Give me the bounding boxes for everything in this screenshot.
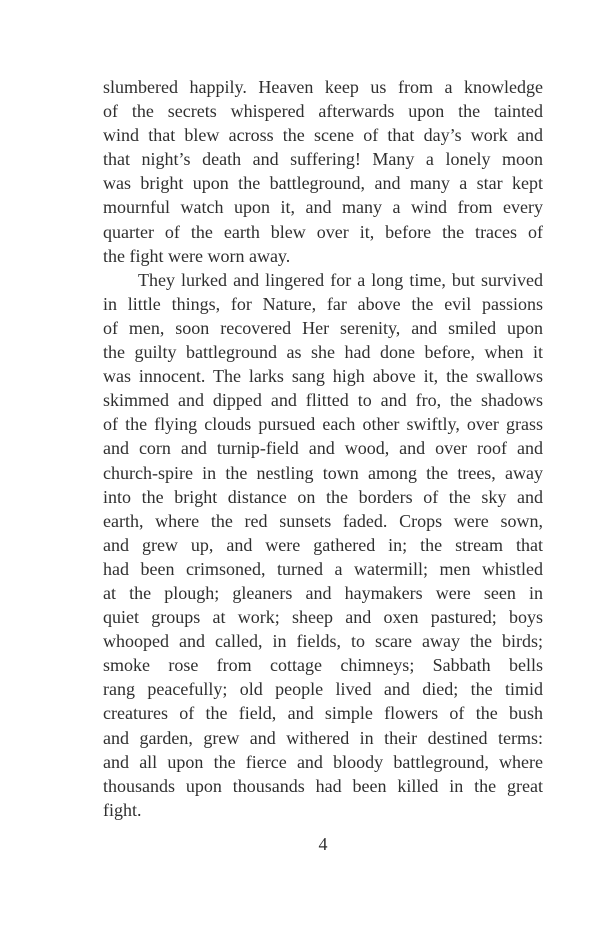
text-line: wind that blew across the scene of that day’s work and — [103, 125, 543, 146]
text-line: the guilty battleground as she had done before, when it — [103, 342, 543, 363]
text-line: smoke rose from cottage chimneys; Sabbath bells — [103, 655, 543, 676]
text-line: that night’s death and suffering! Many a lonely moon — [103, 149, 543, 170]
text-line: into the bright distance on the borders of the sky and — [103, 486, 543, 507]
text-line: and garden, grew and withered in their destined terms: — [103, 727, 543, 748]
text-line: of the secrets whispered afterwards upon the tainted — [103, 101, 543, 122]
text-line: whooped and called, in fields, to scare away the birds; — [103, 631, 543, 652]
text-line: rang peacefully; old people lived and died; the timid — [103, 679, 543, 700]
page-number: 4 — [318, 834, 328, 854]
text-line: of the flying clouds pursued each other swiftly, over grass — [103, 414, 543, 435]
text-line: quarter of the earth blew over it, before the traces of — [103, 221, 543, 242]
text-line: mournful watch upon it, and many a wind from every — [103, 197, 543, 218]
text-line: was bright upon the battleground, and many a star kept — [103, 173, 543, 194]
text-line: fight. — [103, 799, 142, 820]
paragraph — [103, 268, 543, 822]
text-line: and grew up, and were gathered in; the stream that — [103, 534, 543, 555]
text-line: at the plough; gleaners and haymakers were seen in — [103, 582, 543, 603]
text-line: had been crimsoned, turned a watermill; men whistled — [103, 558, 543, 579]
text-line: earth, where the red sunsets faded. Crops were sown, — [103, 510, 543, 531]
text-line: creatures of the field, and simple flowers of the bush — [103, 703, 543, 724]
text-line: They lurked and lingered for a long time, but survived — [138, 269, 543, 290]
text-line: church-spire in the nestling town among the trees, away — [103, 462, 543, 483]
paragraph — [103, 75, 543, 268]
text-line: and all upon the fierce and bloody battleground, where — [103, 751, 543, 772]
text-line: quiet groups at work; sheep and oxen pastured; boys — [103, 607, 543, 628]
text-line: thousands upon thousands had been killed in the great — [103, 775, 543, 796]
page-text — [103, 75, 543, 822]
text-line: skimmed and dipped and flitted to and fro, the shadows — [103, 390, 543, 411]
text-line: slumbered happily. Heaven keep us from a knowledge — [103, 77, 543, 97]
text-line: the fight were worn away. — [103, 245, 291, 266]
text-line: was innocent. The larks sang high above it, the swallows — [103, 366, 543, 387]
text-line: in little things, for Nature, far above the evil passions — [103, 293, 543, 314]
text-line: of men, soon recovered Her serenity, and smiled upon — [103, 317, 543, 338]
text-line: and corn and turnip-field and wood, and over roof and — [103, 438, 543, 459]
